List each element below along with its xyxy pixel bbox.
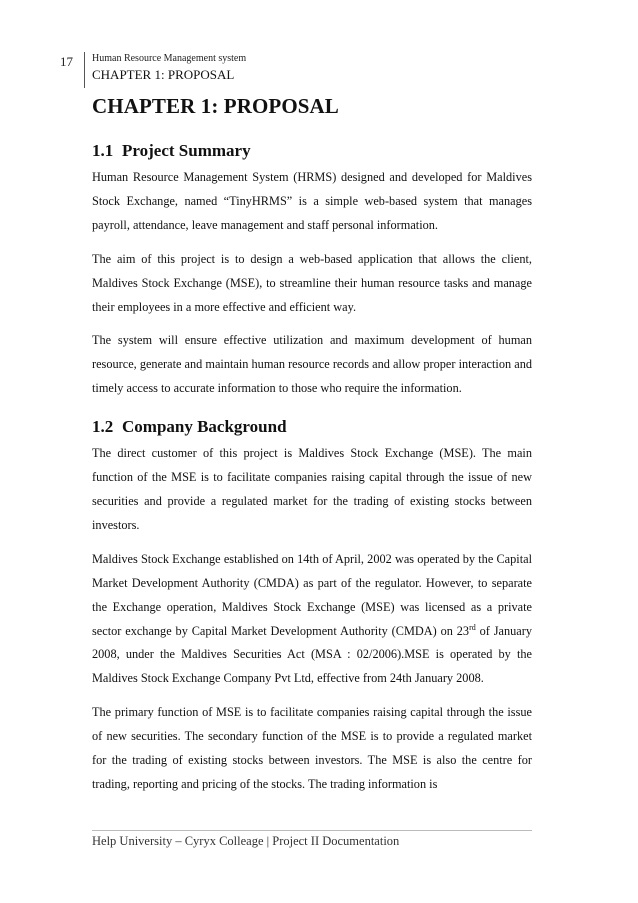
- paragraph: The system will ensure effective utilization and maximum development of human resource, generate and maintain human resource records and allow proper interaction and timely access to accurate information to those who require the information.: [92, 333, 532, 396]
- chapter-title: CHAPTER 1: PROPOSAL: [92, 94, 339, 118]
- section-number: 1.2: [92, 417, 114, 437]
- section-number: 1.1: [92, 141, 114, 160]
- document-title: Human Resource Management system: [92, 53, 247, 64]
- paragraph-text: Maldives Stock Exchange established on 14th of April, 2002 was operated by the Capital Market Development Authority (CMDA) as part of the regulator. However, to separate the Exchange operation, Maldives Stock Exchange (MSE) was licensed as a private sector exchange by Capital Market Development Authority (CMDA) on 23: [92, 551, 532, 638]
- ordinal-suffix: rd: [469, 622, 476, 632]
- section-company-background: [92, 417, 532, 797]
- footer-divider: [92, 830, 532, 831]
- paragraph: The aim of this project is to design a web-based application that allows the client, Maldives Stock Exchange (MSE), to streamline their human resource tasks and manage their employees in a more effective and efficient way.: [92, 251, 532, 314]
- section-project-summary: [92, 141, 532, 401]
- header-chapter-label: CHAPTER 1: PROPOSAL: [92, 67, 235, 82]
- section-title: Project Summary: [122, 141, 251, 160]
- paragraph: The primary function of MSE is to facilitate companies raising capital through the issue of new securities. The secondary function of the MSE is to provide a regulated market for the trading of existing stocks between investors. The MSE is also the centre for trading, reporting and pricing of the stocks. The trading information is: [92, 705, 532, 791]
- page-content: [92, 94, 532, 807]
- paragraph: [92, 548, 532, 691]
- paragraph-text: of January 2008, under the Maldives Securities Act (MSA : 02/2006).MSE is operated by the Maldives Stock Exchange Company Pvt Ltd, effective from 24th January 2008.: [92, 623, 533, 686]
- paragraph: The direct customer of this project is Maldives Stock Exchange (MSE). The main function of the MSE is to facilitate companies raising capital through the issue of new securities and provide a regulated market for the trading of existing stocks between investors.: [92, 446, 532, 532]
- header-text: [92, 53, 246, 83]
- section-heading: [92, 417, 532, 437]
- section-title: Company Background: [122, 417, 287, 437]
- page-footer: Help University – Cyryx Colleage | Project II Documentation: [92, 834, 400, 848]
- paragraph: Human Resource Management System (HRMS) designed and developed for Maldives Stock Exchange, named “TinyHRMS” is a simple web-based system that manages payroll, attendance, leave management and staff personal information.: [92, 170, 532, 232]
- header-divider: [84, 52, 85, 88]
- page-number: 17: [60, 54, 73, 69]
- section-heading: [92, 141, 532, 161]
